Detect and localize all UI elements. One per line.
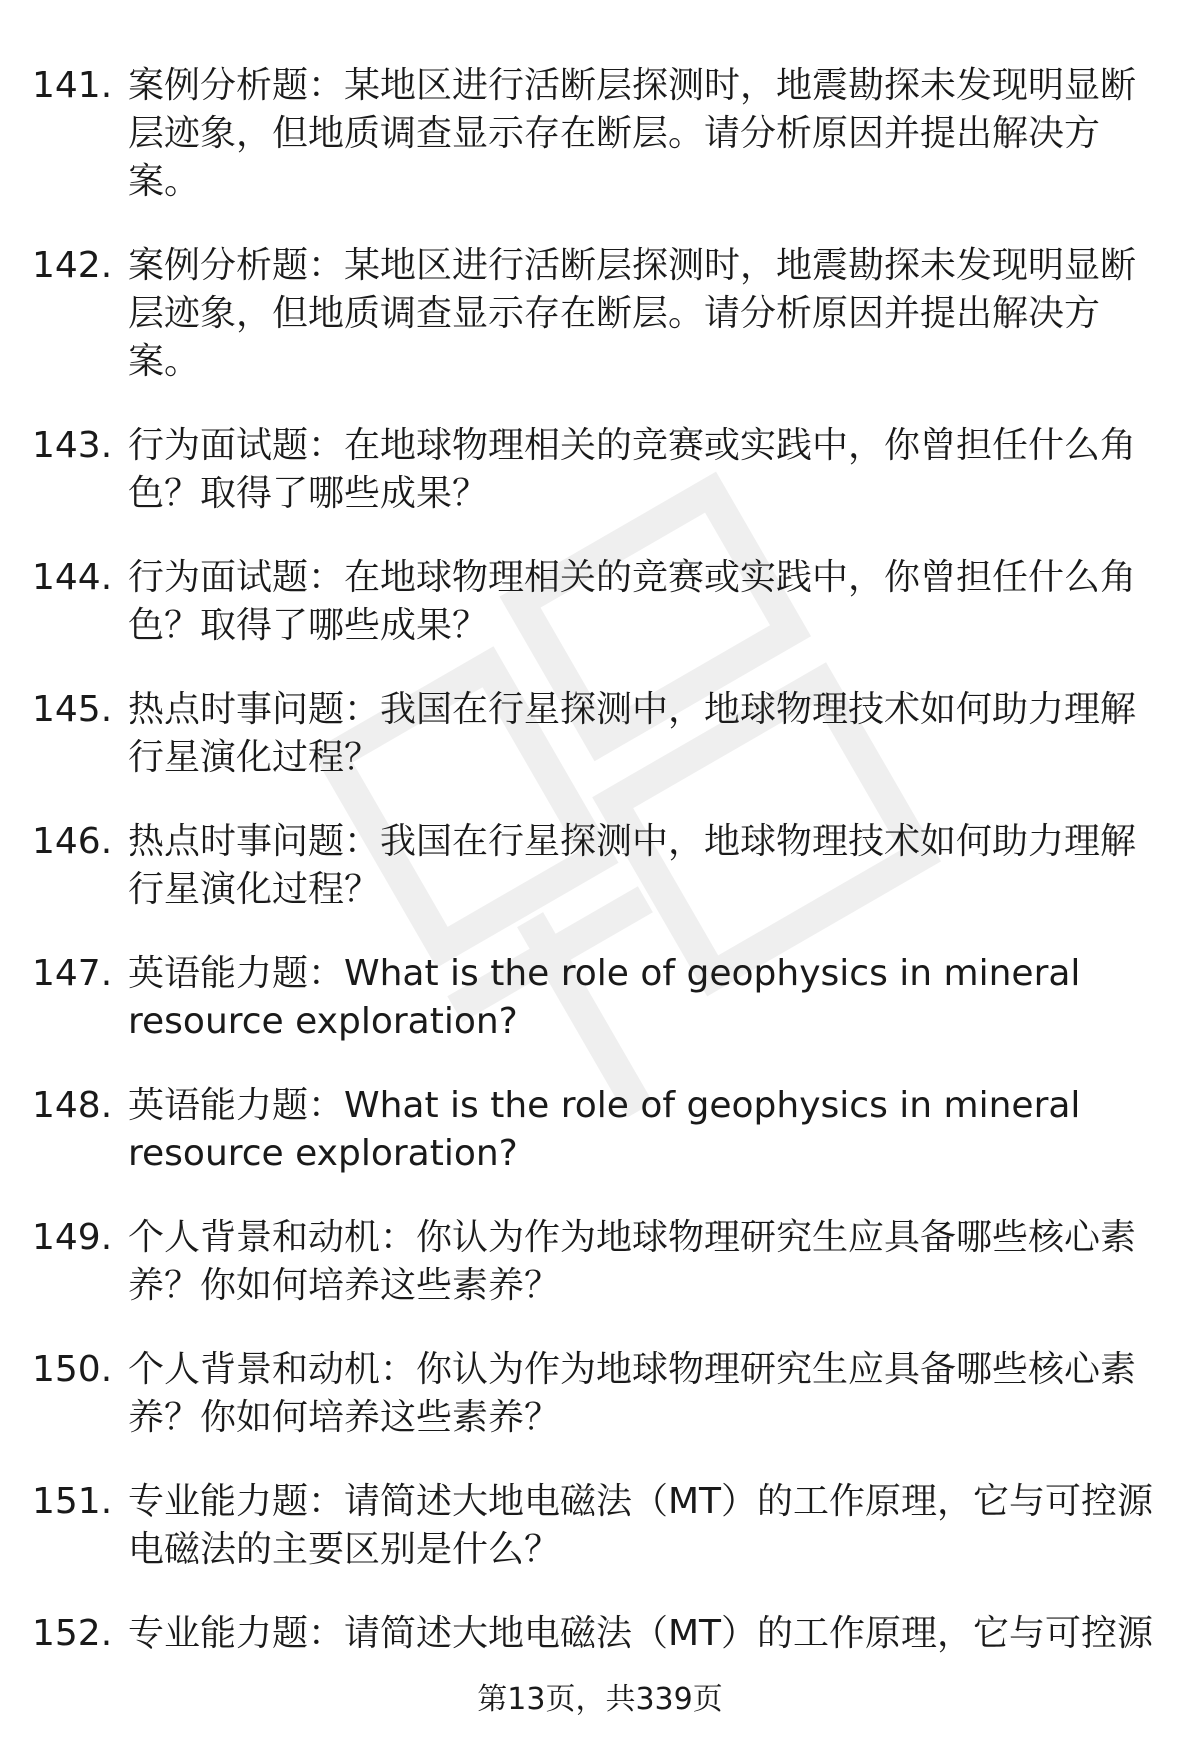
question-number: 152. bbox=[32, 1613, 113, 1654]
list-item bbox=[32, 422, 1162, 518]
question-text: 个人背景和动机：你认为作为地球物理研究生应具备哪些核心素养？你如何培养这些素养？ bbox=[128, 1217, 1137, 1306]
question-number: 141. bbox=[32, 65, 113, 106]
list-item bbox=[32, 62, 1162, 206]
question-number: 151. bbox=[32, 1481, 113, 1522]
list-item bbox=[32, 1082, 1162, 1178]
question-text: 行为面试题：在地球物理相关的竞赛或实践中，你曾担任什么角色？取得了哪些成果？ bbox=[128, 425, 1137, 514]
question-text: 热点时事问题：我国在行星探测中，地球物理技术如何助力理解行星演化过程？ bbox=[128, 821, 1137, 910]
question-number: 145. bbox=[32, 689, 113, 730]
list-item bbox=[32, 242, 1162, 386]
page-footer bbox=[0, 1680, 1200, 1720]
question-number: 147. bbox=[32, 953, 113, 994]
question-text: 个人背景和动机：你认为作为地球物理研究生应具备哪些核心素养？你如何培养这些素养？ bbox=[128, 1349, 1137, 1438]
question-number: 144. bbox=[32, 557, 113, 598]
question-number: 142. bbox=[32, 245, 113, 286]
list-item bbox=[32, 1346, 1162, 1442]
list-item bbox=[32, 1214, 1162, 1310]
question-text: 案例分析题：某地区进行活断层探测时，地震勘探未发现明显断层迹象，但地质调查显示存在断层。请分析原因并提出解决方案。 bbox=[128, 245, 1137, 382]
question-number: 146. bbox=[32, 821, 113, 862]
question-text: 英语能力题：What is the role of geophysics in mineral resource exploration? bbox=[128, 953, 1081, 1042]
question-number: 143. bbox=[32, 425, 113, 466]
question-text: 案例分析题：某地区进行活断层探测时，地震勘探未发现明显断层迹象，但地质调查显示存在断层。请分析原因并提出解决方案。 bbox=[128, 65, 1137, 202]
question-text: 专业能力题：请简述大地电磁法（MT）的工作原理，它与可控源电磁法的主要区别是什么？ bbox=[128, 1481, 1154, 1570]
list-item bbox=[32, 1478, 1162, 1574]
question-text: 行为面试题：在地球物理相关的竞赛或实践中，你曾担任什么角色？取得了哪些成果？ bbox=[128, 557, 1137, 646]
list-item bbox=[32, 950, 1162, 1046]
question-text: 英语能力题：What is the role of geophysics in mineral resource exploration? bbox=[128, 1085, 1081, 1174]
list-item bbox=[32, 554, 1162, 650]
question-text: 专业能力题：请简述大地电磁法（MT）的工作原理，它与可控源 bbox=[128, 1613, 1154, 1654]
question-text: 热点时事问题：我国在行星探测中，地球物理技术如何助力理解行星演化过程？ bbox=[128, 689, 1137, 778]
question-number: 150. bbox=[32, 1349, 113, 1390]
question-number: 149. bbox=[32, 1217, 113, 1258]
list-item bbox=[32, 686, 1162, 782]
page-number-label: 第13页，共339页 bbox=[477, 1682, 723, 1717]
question-list bbox=[32, 62, 1162, 1694]
question-number: 148. bbox=[32, 1085, 113, 1126]
list-item bbox=[32, 1610, 1162, 1658]
list-item bbox=[32, 818, 1162, 914]
